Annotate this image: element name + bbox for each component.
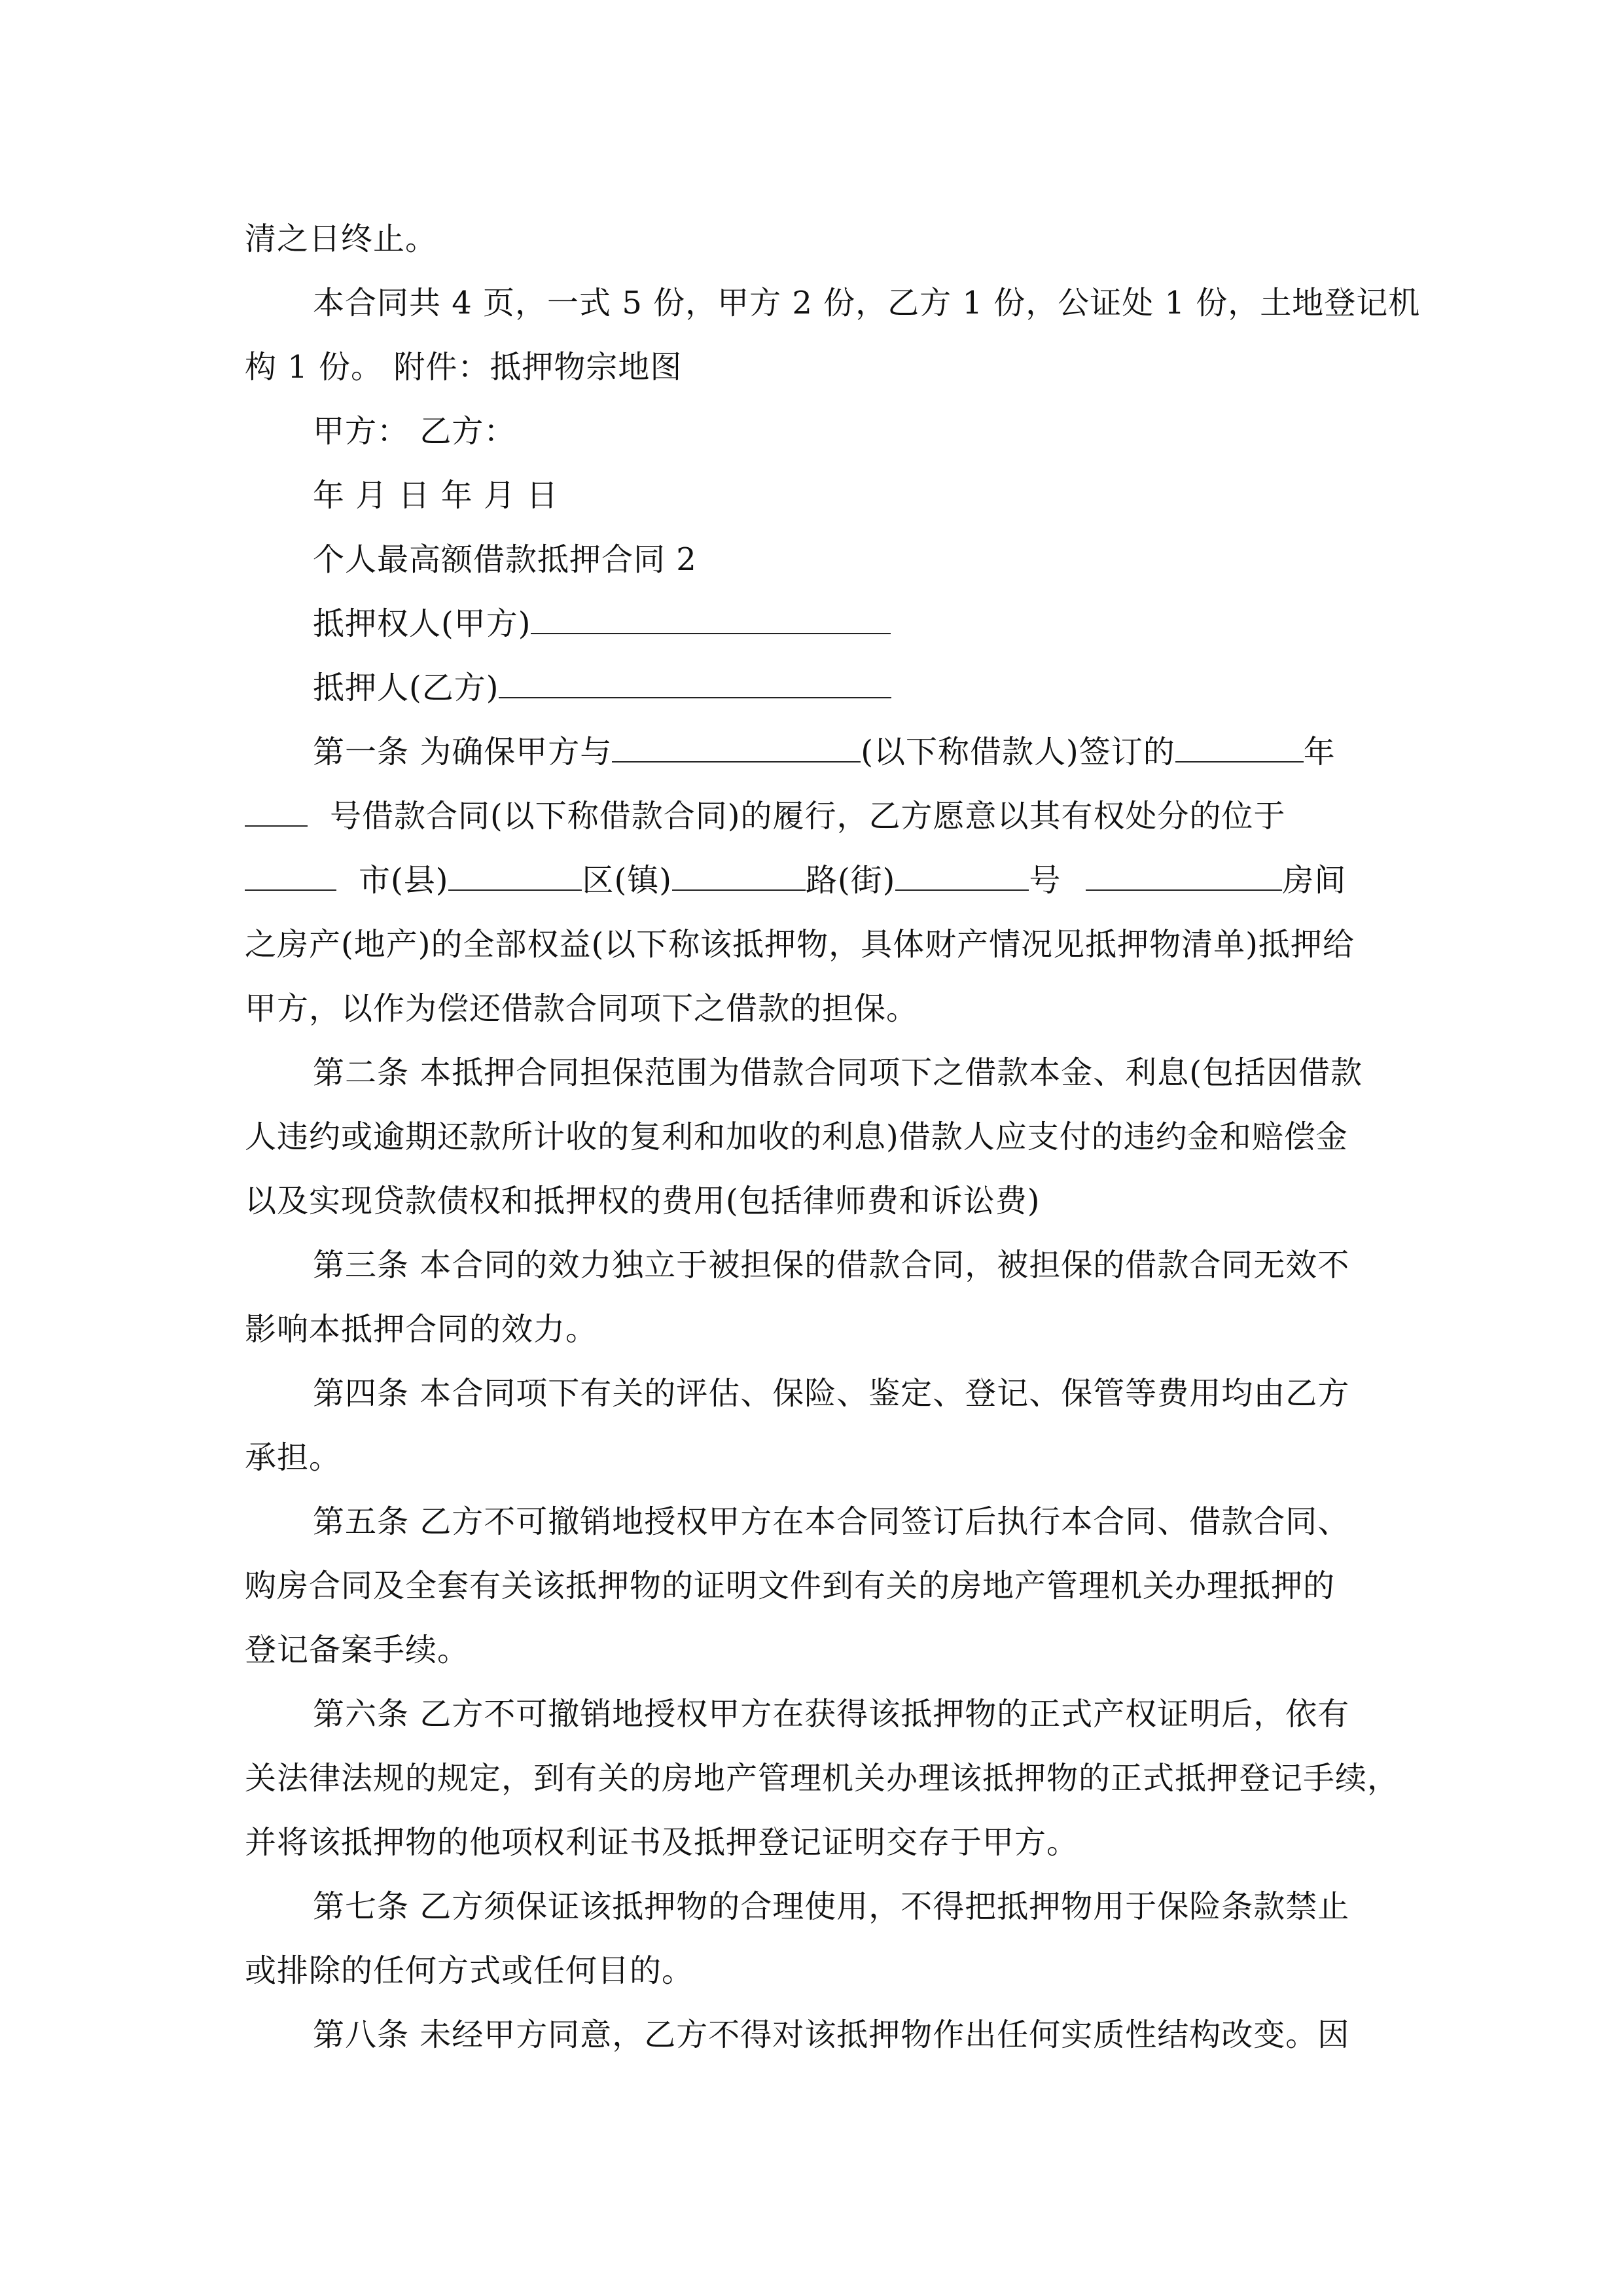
mortgagor-line [245,656,1381,720]
article-7: 第七条 乙方须保证该抵押物的合理使用，不得把抵押物用于保险条款禁止 [313,1888,1350,1925]
text-line: 甲方，以作为偿还借款合同项下之借款的担保。 [245,990,919,1027]
number-blank [895,849,1029,891]
article-8: 第八条 未经甲方同意，乙方不得对该抵押物作出任何实质性结构改变。因 [313,2017,1350,2053]
contract-title: 个人最高额借款抵押合同 2 [313,541,697,578]
text-line: 关法律法规的规定，到有关的房地产管理机关办理该抵押物的正式抵押登记手续， [245,1760,1400,1797]
road-label: 路(街) [805,862,896,899]
mortgagee-blank [531,592,891,634]
text-line: 购房合同及全套有关该抵押物的证明文件到有关的房地产管理机关办理抵押的 [245,1568,1336,1604]
year-blank [1175,721,1304,762]
number-label: 号 [1029,862,1061,899]
room-label: 房间 [1282,862,1347,899]
mortgagee-label: 抵押权人(甲方) [313,605,531,642]
text-line: 以及实现贷款债权和抵押权的费用(包括律师费和诉讼费) [245,1183,1041,1219]
city-blank [245,849,336,891]
text-line: 清之日终止。 [245,221,438,257]
text-line: 登记备案手续。 [245,1632,470,1668]
text-line: 承担。 [245,1439,342,1476]
article-2: 第二条 本抵押合同担保范围为借款合同项下之借款本金、利息(包括因借款 [313,1054,1363,1091]
article-1-line-2 [245,784,1381,848]
article-5: 第五条 乙方不可撤销地授权甲方在本合同签订后执行本合同、借款合同、 [313,1503,1350,1540]
city-label: 市(县) [359,862,449,899]
contract-number-blank [245,785,308,827]
article-1-text-d: 号借款合同(以下称借款合同)的履行，乙方愿意以其有权处分的位于 [330,798,1286,834]
room-blank [1086,849,1282,891]
text-line: 人违约或逾期还款所计收的复利和加收的利息)借款人应支付的违约金和赔偿金 [245,1119,1348,1155]
document-page [245,207,1421,2067]
mortgagee-line [245,592,1381,656]
signature-parties: 甲方： 乙方： [313,413,516,450]
district-label: 区(镇) [582,862,672,899]
text-line: 构 1 份。 附件：抵押物宗地图 [245,349,683,386]
mortgagor-label: 抵押人(乙方) [313,670,499,706]
text-line: 之房产(地产)的全部权益(以下称该抵押物，具体财产情况见抵押物清单)抵押给 [245,926,1355,963]
article-1-text-b: (以下称借款人)签订的 [861,734,1175,770]
borrower-blank [612,721,861,762]
text-line: 本合同共 4 页，一式 5 份，甲方 2 份，乙方 1 份，公证处 1 份，土地登记机 [313,285,1421,321]
article-1-line-3 [245,848,1381,912]
signature-dates: 年 月 日 年 月 日 [313,477,559,514]
article-6: 第六条 乙方不可撤销地授权甲方在获得该抵押物的正式产权证明后，依有 [313,1696,1350,1732]
article-3: 第三条 本合同的效力独立于被担保的借款合同，被担保的借款合同无效不 [313,1247,1350,1283]
article-1-text-a: 第一条 为确保甲方与 [313,734,613,770]
article-1-line-1 [245,720,1381,784]
road-blank [672,849,806,891]
text-line: 或排除的任何方式或任何目的。 [245,1952,694,1989]
text-line: 影响本抵押合同的效力。 [245,1311,598,1348]
article-1-text-c: 年 [1303,734,1336,770]
article-4: 第四条 本合同项下有关的评估、保险、鉴定、登记、保管等费用均由乙方 [313,1375,1350,1412]
mortgagor-blank [499,656,891,698]
text-line: 并将该抵押物的他项权利证书及抵押登记证明交存于甲方。 [245,1824,1079,1861]
district-blank [448,849,582,891]
